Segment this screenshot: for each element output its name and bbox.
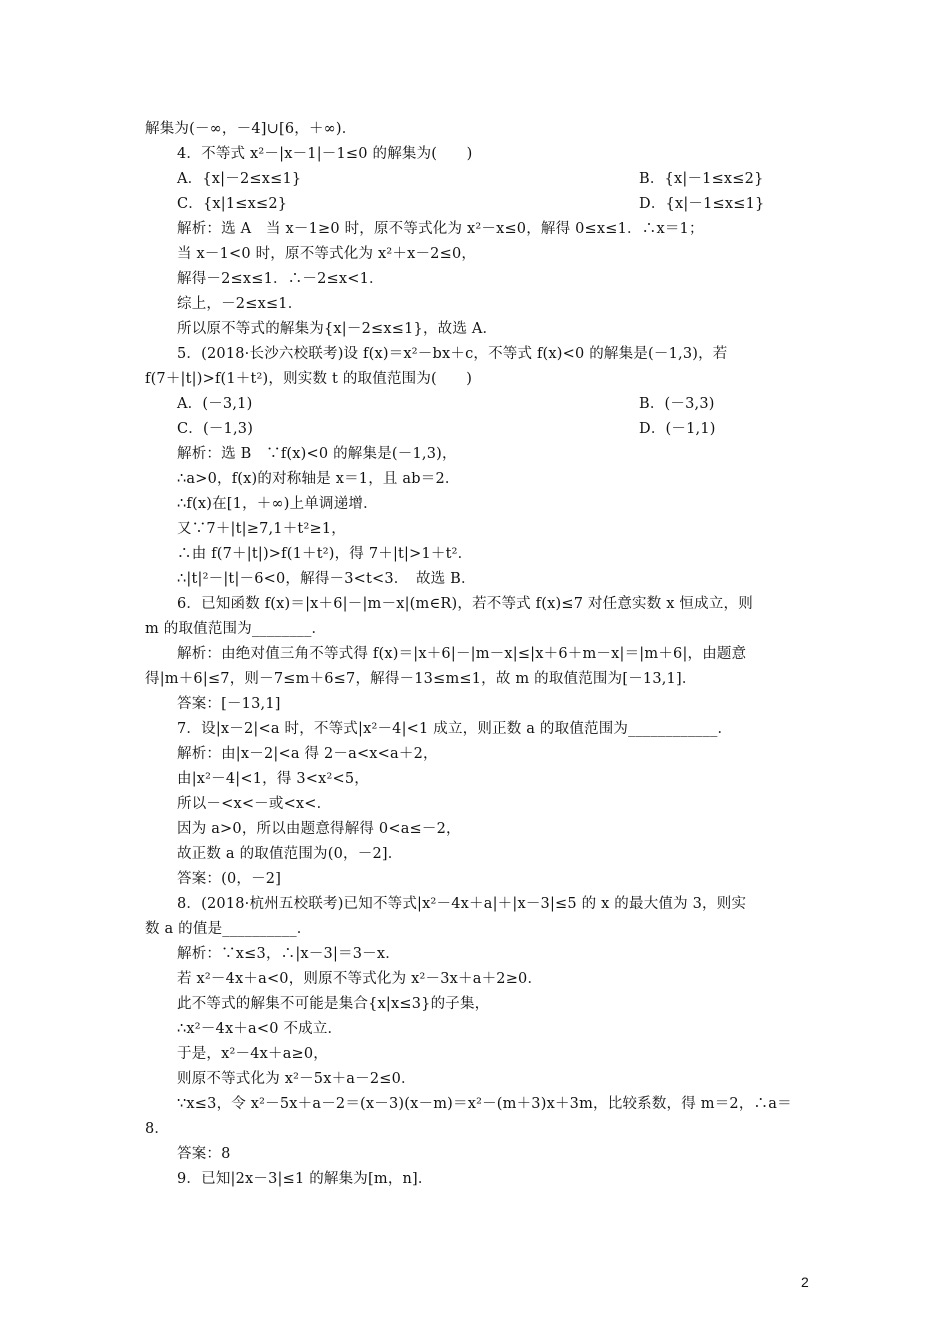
text-line: 又∵7＋|t|≥7,1＋t²≥1， bbox=[177, 521, 346, 537]
text-line: 若 x²－4x＋a<0，则原不等式化为 x²－3x＋a＋2≥0． bbox=[177, 971, 543, 987]
text-line: ∴a>0，f(x)的对称轴是 x＝1，且 ab＝2． bbox=[177, 471, 460, 487]
text-line: 因为 a>0，所以由题意得解得 0<a≤－2， bbox=[177, 821, 461, 837]
text-line: 所以－<x<－或<x<． bbox=[177, 796, 332, 812]
option-d: D．(－1,1) bbox=[639, 421, 716, 437]
option-b: B．(－3,3) bbox=[639, 396, 715, 412]
answer-7: 答案：(0，－2] bbox=[177, 871, 282, 887]
text-line: 解析：选 A 当 x－1≥0 时，原不等式化为 x²－x≤0，解得 0≤x≤1．∴x＝1； bbox=[177, 221, 704, 237]
option-c: C．(－1,3) bbox=[177, 421, 254, 437]
question-9-stem: 9．已知|2x－3|≤1 的解集为[m，n]． bbox=[177, 1171, 433, 1187]
text-line: 解析：由绝对值三角不等式得 f(x)＝|x＋6|－|m－x|≤|x＋6＋m－x|＝|m＋6|，由题意 bbox=[177, 646, 747, 662]
text-line: 于是，x²－4x＋a≥0， bbox=[177, 1046, 329, 1062]
page-number: 2 bbox=[801, 1274, 809, 1290]
text-line: 得|m＋6|≤7，则－7≤m＋6≤7，解得－13≤m≤1，故 m 的取值范围为[－13,1]． bbox=[145, 671, 697, 687]
text-line: 解析：∵x≤3，∴|x－3|＝3－x． bbox=[177, 946, 400, 962]
text-line: ∵x≤3，令 x²－5x＋a－2＝(x－3)(x－m)＝x²－(m＋3)x＋3m，比较系数，得 m＝2，∴a＝ bbox=[177, 1096, 792, 1112]
answer-6: 答案：[－13,1] bbox=[177, 696, 281, 712]
option-a: A．{x|－2≤x≤1} bbox=[177, 171, 302, 187]
text-line: 由|x²－4|<1，得 3<x²<5， bbox=[177, 771, 370, 787]
question-4-options-cd bbox=[177, 194, 847, 214]
text-line: 8． bbox=[145, 1121, 170, 1137]
option-d: D．{x|－1≤x≤1} bbox=[639, 196, 765, 212]
text-line: 此不等式的解集不可能是集合{x|x≤3}的子集， bbox=[177, 996, 490, 1012]
text-line: 故正数 a 的取值范围为(0，－2]． bbox=[177, 846, 403, 862]
text-line: ∴由 f(7＋|t|)>f(1＋t²)，得 7＋|t|>1＋t²． bbox=[177, 546, 473, 562]
text-line: ∴x²－4x＋a<0 不成立． bbox=[177, 1021, 343, 1037]
text-line: ∴|t|²－|t|－6<0，解得－3<t<3． 故选 B． bbox=[177, 571, 476, 587]
text-line: 数 a 的值是__________． bbox=[145, 921, 312, 937]
text-line: 当 x－1<0 时，原不等式化为 x²＋x－2≤0， bbox=[177, 246, 477, 262]
option-b: B．{x|－1≤x≤2} bbox=[639, 171, 764, 187]
question-4-stem: 4．不等式 x²－|x－1|－1≤0 的解集为( ) bbox=[177, 146, 473, 162]
text-line: f(7＋|t|)>f(1＋t²)，则实数 t 的取值范围为( ) bbox=[145, 371, 473, 387]
option-c: C．{x|1≤x≤2} bbox=[177, 196, 288, 212]
text-line: 解集为(－∞，－4]∪[6，＋∞)． bbox=[145, 121, 357, 137]
question-5-options-cd bbox=[177, 419, 847, 439]
text-line: 所以原不等式的解集为{x|－2≤x≤1}，故选 A． bbox=[177, 321, 498, 337]
question-5-stem: 5．(2018·长沙六校联考)设 f(x)＝x²－bx＋c，不等式 f(x)<0 的解集是(－1,3)，若 bbox=[177, 346, 728, 362]
question-5-options-ab bbox=[177, 394, 847, 414]
text-line: 解析：选 B ∵f(x)<0 的解集是(－1,3)， bbox=[177, 446, 457, 462]
question-8-stem: 8．(2018·杭州五校联考)已知不等式|x²－4x＋a|＋|x－3|≤5 的 x 的最大值为 3，则实 bbox=[177, 896, 747, 912]
text-line: 解析：由|x－2|<a 得 2－a<x<a＋2， bbox=[177, 746, 438, 762]
text-line: 综上，－2≤x≤1． bbox=[177, 296, 303, 312]
question-7-stem: 7．设|x－2|<a 时，不等式|x²－4|<1 成立，则正数 a 的取值范围为____________． bbox=[177, 721, 733, 737]
text-line: m 的取值范围为________． bbox=[145, 621, 327, 637]
text-line: ∴f(x)在[1，＋∞)上单调递增． bbox=[177, 496, 378, 512]
question-4-options-ab bbox=[177, 169, 847, 189]
text-line: 则原不等式化为 x²－5x＋a－2≤0． bbox=[177, 1071, 416, 1087]
answer-8: 答案：8 bbox=[177, 1146, 231, 1162]
option-a: A．(－3,1) bbox=[177, 396, 253, 412]
question-6-stem: 6．已知函数 f(x)＝|x＋6|－|m－x|(m∈R)，若不等式 f(x)≤7 对任意实数 x 恒成立，则 bbox=[177, 596, 753, 612]
text-line: 解得－2≤x≤1．∴－2≤x<1． bbox=[177, 271, 384, 287]
